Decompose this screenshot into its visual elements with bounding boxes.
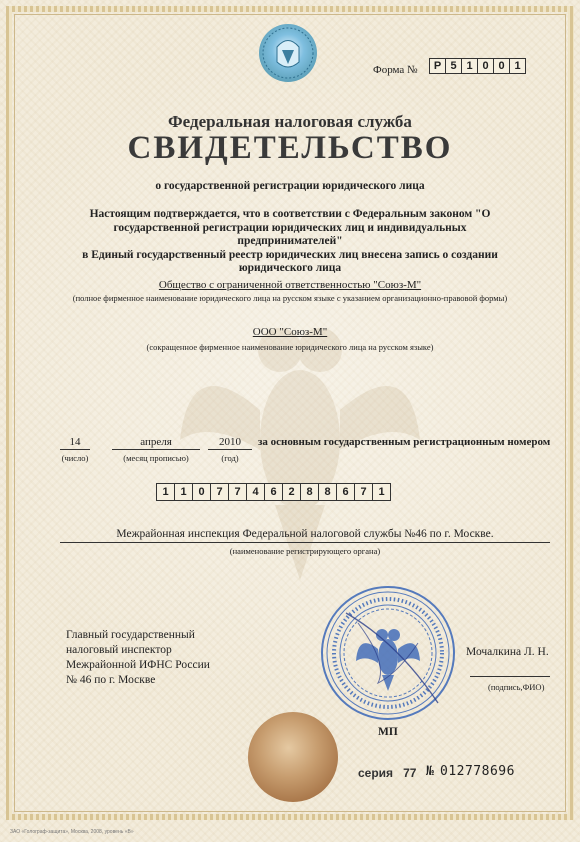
ogrn-digit: 7 [210, 483, 229, 501]
form-code-char: 0 [477, 58, 494, 74]
form-code-char: 1 [461, 58, 478, 74]
inspector-line: № 46 по г. Москве [66, 674, 156, 686]
form-code-char: 1 [509, 58, 526, 74]
ogrn-boxes [157, 483, 391, 501]
series-word: серия [358, 766, 394, 780]
ogrn-digit: 8 [300, 483, 319, 501]
confirmation-line: Настоящим подтверждается, что в соответствии с Федеральным законом "О [89, 208, 491, 220]
confirmation-line: в Единый государственный реестр юридических лиц внесена запись о создании [82, 248, 498, 261]
entity-full-name: Общество с ограниченной ответственностью "Союз-М" [158, 279, 422, 291]
registration-month [112, 436, 200, 463]
printer-imprint: ЗАО «Голограф-защита», Москва, 2008, уровень «В» [10, 829, 134, 835]
registration-number-text: за основным государственным регистрационным номером [258, 436, 551, 448]
signature-caption: (подпись,ФИО) [488, 682, 545, 692]
ogrn-digit: 0 [192, 483, 211, 501]
stamp-place-label: МП [378, 726, 398, 738]
hologram-emblem-icon [257, 22, 319, 84]
ogrn-digit: 4 [246, 483, 265, 501]
inspector-line: Межрайонной ИФНС России [66, 659, 210, 671]
ogrn-digit: 8 [318, 483, 337, 501]
entity-short-name-caption: (сокращенное фирменное наименование юридического лица на русском языке) [146, 342, 434, 352]
inspector-line: Главный государственный [66, 629, 195, 641]
agency-name: Федеральная налоговая служба [168, 112, 412, 131]
ogrn-digit: 1 [156, 483, 175, 501]
series-value: 77 [403, 766, 417, 780]
year-value: 2010 [208, 436, 252, 450]
ogrn-digit: 1 [372, 483, 391, 501]
confirmation-line: юридического лица [238, 262, 342, 274]
inspector-line: налоговый инспектор [66, 644, 172, 656]
ogrn-digit: 1 [174, 483, 193, 501]
confirmation-line: государственной регистрации юридических лиц и индивидуальных предпринимателей" [113, 221, 467, 247]
inspector-title [66, 628, 210, 688]
registering-organ-caption: (наименование регистрирующего органа) [229, 546, 381, 556]
month-value: апреля [112, 436, 200, 450]
day-caption: (число) [61, 453, 89, 463]
series-label [358, 766, 416, 780]
entity-short-name: ООО "Союз-М" [252, 326, 328, 338]
ogrn-digit: 2 [282, 483, 301, 501]
signature-line [470, 676, 550, 677]
registering-organ: Межрайонная инспекция Федеральной налоговой службы №46 по г. Москве. [60, 528, 550, 543]
ogrn-digit: 6 [264, 483, 283, 501]
ogrn-digit: 7 [228, 483, 247, 501]
entity-full-name-caption: (полное фирменное наименование юридического лица на русском языке с указанием организационно-правовой формы) [72, 293, 508, 303]
official-stamp-icon [318, 583, 458, 723]
form-code-char: 0 [493, 58, 510, 74]
number-sign: № [426, 764, 434, 779]
ogrn-digit: 6 [336, 483, 355, 501]
form-label: Форма № [373, 64, 418, 76]
day-value: 14 [60, 436, 90, 450]
form-code-char: Р [429, 58, 446, 74]
certificate-number: 012778696 [440, 764, 515, 779]
document-subtitle: о государственной регистрации юридического лица [155, 180, 425, 192]
registration-day [60, 436, 90, 463]
gold-seal-icon [248, 712, 338, 802]
ogrn-digit: 7 [354, 483, 373, 501]
year-caption: (год) [221, 453, 239, 463]
form-code-boxes [430, 58, 526, 74]
form-code-char: 5 [445, 58, 462, 74]
month-caption: (месяц прописью) [123, 453, 189, 463]
confirmation-text [70, 208, 510, 276]
registration-year [208, 436, 252, 463]
document-title: СВИДЕТЕЛЬСТВО [127, 130, 453, 166]
signatory-name: Мочалкина Л. Н. [466, 646, 549, 658]
